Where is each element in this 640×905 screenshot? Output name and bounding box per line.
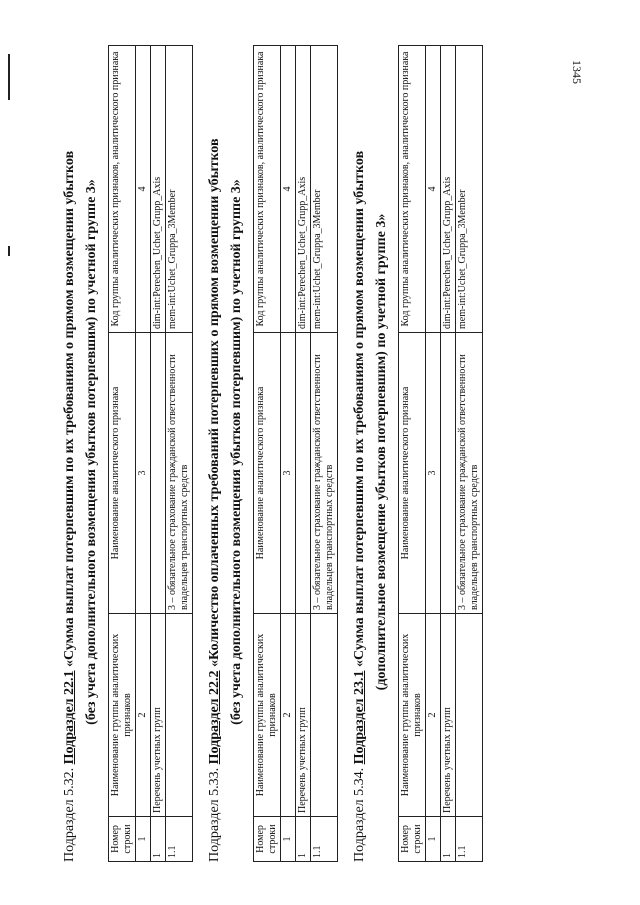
section-heading: Подраздел 5.32. Подраздел 22.1 «Сумма выплат потерпевшим по их требованиям о прямом возмещении убытков [62,150,77,862]
code: mem-int:Uchet_Gruppa_3Member [166,46,193,333]
header-row-number: Номер строки [109,817,136,862]
code: dim-int:Perechen_Uchet_Grupp_Axis [296,46,311,333]
row-number: 1.1 [166,817,193,862]
header-attribute-name: Наименование аналитического признака [109,333,136,614]
attribute-name [441,333,456,614]
table-row [456,46,483,862]
table-number-row [426,46,441,862]
group-name: Перечень учетных групп [296,614,311,817]
scan-mark-bottom [8,246,10,256]
table-header-row [254,46,281,862]
code: dim-int:Perechen_Uchet_Grupp_Axis [151,46,166,333]
row-number: 1 [296,817,311,862]
col-number: 4 [426,46,441,333]
code: dim-int:Perechen_Uchet_Grupp_Axis [441,46,456,333]
group-name [166,614,193,817]
col-number: 3 [426,333,441,614]
attribute-name [151,333,166,614]
code: mem-int:Uchet_Gruppa_3Member [311,46,338,333]
section-5-33 [205,42,338,862]
attributes-table [108,45,193,862]
header-row-number: Номер строки [399,817,426,862]
row-number: 1 [151,817,166,862]
header-code: Код группы аналитических признаков, аналитического признака [109,46,136,333]
col-number: 2 [281,614,296,817]
col-number: 4 [281,46,296,333]
col-number: 1 [426,817,441,862]
table-row [296,46,311,862]
group-name [456,614,483,817]
table-header-row [399,46,426,862]
attribute-name: 3 – обязательное страхование гражданской ответственности владельцев транспортных средств [166,333,193,614]
section-5-32 [60,42,193,862]
col-number: 4 [136,46,151,333]
col-number: 2 [136,614,151,817]
header-attribute-name: Наименование аналитического признака [399,333,426,614]
header-group-name: Наименование группы аналитических признаков [399,614,426,817]
col-number: 1 [281,817,296,862]
group-name: Перечень учетных групп [151,614,166,817]
section-5-34 [350,42,483,862]
header-attribute-name: Наименование аналитического признака [254,333,281,614]
header-code: Код группы аналитических признаков, аналитического признака [399,46,426,333]
header-row-number: Номер строки [254,817,281,862]
group-name [311,614,338,817]
col-number: 3 [136,333,151,614]
group-name: Перечень учетных групп [441,614,456,817]
col-number: 2 [426,614,441,817]
section-heading: Подраздел 5.33. Подраздел 22.2 «Количество оплаченных требований потерпевших о прямом возмещении убытков [207,138,222,862]
attributes-table [398,45,483,862]
section-subtitle: (дополнительное возмещение убытков потерпевшим) по учетной группе 3» [374,213,389,691]
section-subtitle: (без учета дополнительного возмещения убытков потерпевшим) по учетной группе 3» [84,179,99,725]
table-row [151,46,166,862]
table-header-row [109,46,136,862]
row-number: 1.1 [311,817,338,862]
attribute-name: 3 – обязательное страхование гражданской ответственности владельцев транспортных средств [311,333,338,614]
row-number: 1.1 [456,817,483,862]
table-number-row [136,46,151,862]
table-number-row [281,46,296,862]
table-row [441,46,456,862]
page-number: 1345 [570,60,584,84]
row-number: 1 [441,817,456,862]
header-group-name: Наименование группы аналитических признаков [254,614,281,817]
attributes-table [253,45,338,862]
col-number: 3 [281,333,296,614]
col-number: 1 [136,817,151,862]
header-code: Код группы аналитических признаков, аналитического признака [254,46,281,333]
section-subtitle: (без учета дополнительного возмещения убытков потерпевшим) по учетной группе 3» [229,179,244,725]
header-group-name: Наименование группы аналитических признаков [109,614,136,817]
code: mem-int:Uchet_Gruppa_3Member [456,46,483,333]
attribute-name: 3 – обязательное страхование гражданской ответственности владельцев транспортных средств [456,333,483,614]
attribute-name [296,333,311,614]
section-heading: Подраздел 5.34. Подраздел 23.1 «Сумма выплат потерпевшим по их требованиям о прямом возмещении убытков [352,150,367,862]
table-row [311,46,338,862]
table-row [166,46,193,862]
scan-mark-top [8,54,10,100]
rotated-content [60,42,495,862]
